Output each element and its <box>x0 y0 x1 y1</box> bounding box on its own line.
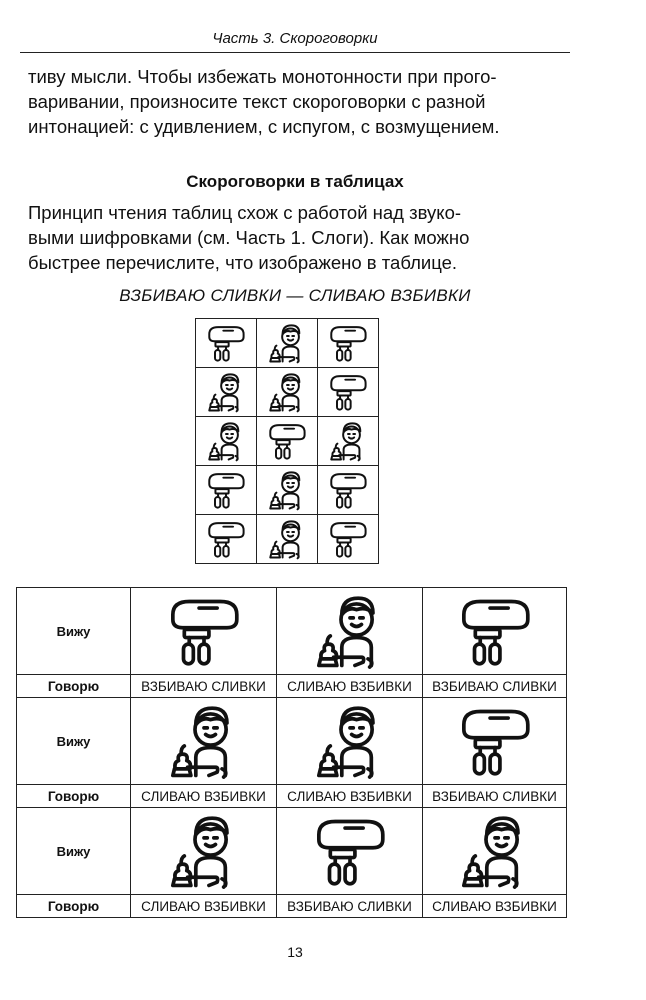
tongue-twister-title: ВЗБИВАЮ СЛИВКИ — СЛИВАЮ ВЗБИВКИ <box>119 286 471 305</box>
boy-with-cream-icon <box>326 419 370 463</box>
boy-with-cream-icon <box>265 370 309 414</box>
hand-mixer-icon <box>163 590 245 672</box>
boy-with-cream-icon <box>309 700 391 782</box>
say-row <box>17 675 567 698</box>
say-label: Говорю <box>17 895 131 918</box>
hand-mixer-icon <box>326 517 370 561</box>
header-rule <box>20 52 570 53</box>
instruction-line-3: быстрее перечислите, что изображено в таблице. <box>28 252 458 273</box>
intro-paragraph <box>28 64 568 139</box>
boy-with-cream-icon <box>204 419 248 463</box>
answer-table <box>16 587 567 918</box>
hand-mixer-icon <box>309 810 391 892</box>
grid-cell <box>257 319 318 368</box>
boy-with-cream-icon <box>309 590 391 672</box>
grid-cell <box>318 515 379 564</box>
picture-cell <box>423 808 567 895</box>
boy-with-cream-icon <box>265 468 309 512</box>
say-label: Говорю <box>17 675 131 698</box>
boy-with-cream-icon <box>163 700 245 782</box>
boy-with-cream-icon <box>204 370 248 414</box>
boy-with-cream-icon <box>454 810 536 892</box>
grid-cell <box>196 466 257 515</box>
grid-cell <box>318 417 379 466</box>
phrase-cell: ВЗБИВАЮ СЛИВКИ <box>277 895 423 918</box>
hand-mixer-icon <box>204 468 248 512</box>
phrase-cell: СЛИВАЮ ВЗБИВКИ <box>131 785 277 808</box>
boy-with-cream-icon <box>265 321 309 365</box>
boy-with-cream-icon <box>163 810 245 892</box>
grid-cell <box>257 466 318 515</box>
picture-grid <box>195 318 379 564</box>
instruction-line-2: выми шифровками (см. Часть 1. Слоги). Как можно <box>28 227 470 248</box>
say-label: Говорю <box>17 785 131 808</box>
see-row <box>17 698 567 785</box>
picture-cell <box>131 808 277 895</box>
hand-mixer-icon <box>454 700 536 782</box>
grid-cell <box>196 368 257 417</box>
intro-line-2: варивании, произносите текст скороговорки с разной <box>28 91 486 112</box>
grid-row <box>196 466 379 515</box>
see-label: Вижу <box>17 588 131 675</box>
intro-line-3: интонацией: с удивлением, с испугом, с возмущением. <box>28 116 500 137</box>
hand-mixer-icon <box>454 590 536 672</box>
grid-cell <box>318 368 379 417</box>
grid-row <box>196 368 379 417</box>
hand-mixer-icon <box>204 321 248 365</box>
picture-cell <box>423 588 567 675</box>
picture-cell <box>277 588 423 675</box>
grid-cell <box>318 319 379 368</box>
phrase-cell: ВЗБИВАЮ СЛИВКИ <box>423 675 567 698</box>
picture-cell <box>131 588 277 675</box>
grid-row <box>196 417 379 466</box>
grid-row <box>196 319 379 368</box>
phrase-cell: СЛИВАЮ ВЗБИВКИ <box>277 675 423 698</box>
picture-cell <box>131 698 277 785</box>
page-number: 13 <box>287 944 303 960</box>
phrase-cell: СЛИВАЮ ВЗБИВКИ <box>277 785 423 808</box>
see-label: Вижу <box>17 808 131 895</box>
running-header: Часть 3. Скороговорки <box>212 30 378 47</box>
phrase-cell: СЛИВАЮ ВЗБИВКИ <box>423 895 567 918</box>
say-row <box>17 895 567 918</box>
hand-mixer-icon <box>326 468 370 512</box>
hand-mixer-icon <box>265 419 309 463</box>
picture-cell <box>277 698 423 785</box>
phrase-cell: СЛИВАЮ ВЗБИВКИ <box>131 895 277 918</box>
grid-row <box>196 515 379 564</box>
see-row <box>17 808 567 895</box>
grid-cell <box>196 417 257 466</box>
instruction-line-1: Принцип чтения таблиц схож с работой над звуко- <box>28 202 462 223</box>
grid-cell <box>196 319 257 368</box>
grid-cell <box>196 515 257 564</box>
see-label: Вижу <box>17 698 131 785</box>
boy-with-cream-icon <box>265 517 309 561</box>
grid-cell <box>257 515 318 564</box>
see-row <box>17 588 567 675</box>
picture-cell <box>277 808 423 895</box>
hand-mixer-icon <box>326 370 370 414</box>
hand-mixer-icon <box>204 517 248 561</box>
hand-mixer-icon <box>326 321 370 365</box>
picture-cell <box>423 698 567 785</box>
grid-cell <box>257 417 318 466</box>
phrase-cell: ВЗБИВАЮ СЛИВКИ <box>131 675 277 698</box>
instruction-paragraph <box>28 200 568 275</box>
phrase-cell: ВЗБИВАЮ СЛИВКИ <box>423 785 567 808</box>
intro-line-1: тиву мысли. Чтобы избежать монотонности при прого- <box>28 66 497 87</box>
grid-cell <box>257 368 318 417</box>
section-title: Скороговорки в таблицах <box>186 172 404 191</box>
say-row <box>17 785 567 808</box>
grid-cell <box>318 466 379 515</box>
